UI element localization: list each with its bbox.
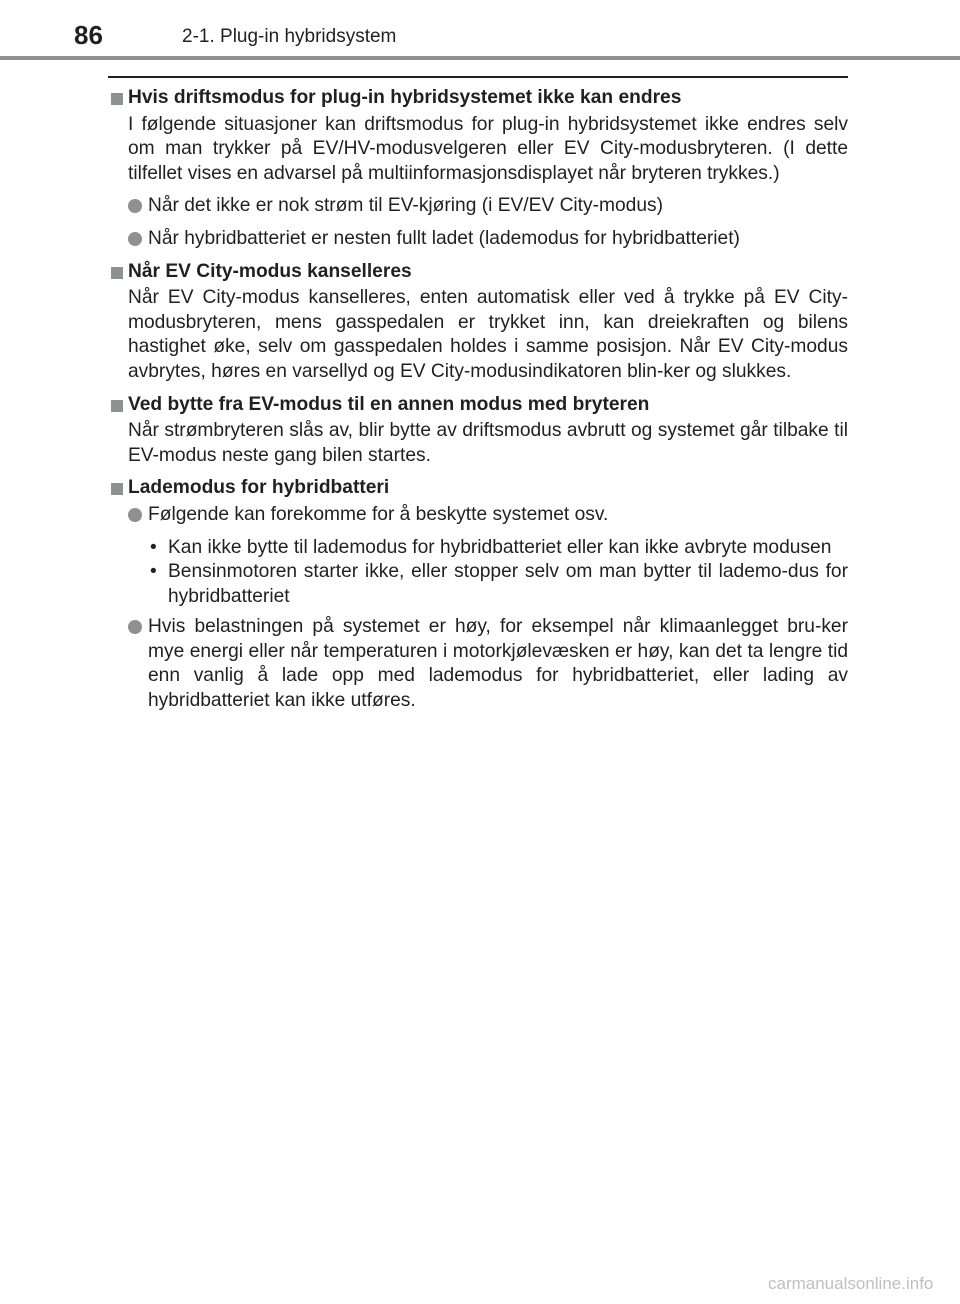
watermark: carmanualsonline.info: [768, 1274, 934, 1293]
list-item: [128, 227, 848, 252]
dot-bullet-icon: •: [150, 536, 157, 558]
circle-bullet-icon: [128, 508, 142, 522]
list-item: [128, 615, 848, 713]
section-heading: [108, 86, 848, 111]
section-paragraph: Når EV City-modus kanselleres, enten automatisk eller ved å trykke på EV City-modusbryteren, mens gasspedalen er trykket inn, kan dreiekraften og bilens hastighet øke, selv om gasspedalen holdes i samme posisjon. Når EV City-modus avbrytes, høres en varsellyd og EV City-modusindikatoren blin-ker og slukkes.: [128, 287, 848, 382]
list-item: [128, 503, 848, 528]
page-content: [108, 86, 848, 722]
section-heading: [108, 393, 848, 418]
square-bullet-icon: [111, 483, 123, 495]
section-block: [108, 393, 848, 469]
dot-bullet-icon: •: [150, 561, 157, 583]
list-item-text: Når det ikke er nok strøm til EV-kjøring (i EV/EV City-modus): [148, 195, 663, 217]
sub-list-item-text: Kan ikke bytte til lademodus for hybridbatteriet eller kan ikke avbryte modusen: [168, 536, 832, 558]
square-bullet-icon: [111, 267, 123, 279]
section-paragraph: I følgende situasjoner kan driftsmodus for plug-in hybridsystemet ikke endres selv om man trykker på EV/HV-modusvelgeren eller EV City-modusbryteren. (I dette tilfellet vises en advarsel på multiinformasjonsdisplayet når bryteren trykkes.): [128, 113, 848, 184]
content-divider: [108, 76, 848, 78]
section-block: [108, 86, 848, 252]
heading-text: Når EV City-modus kanselleres: [128, 260, 412, 282]
section-title: 2-1. Plug-in hybridsystem: [182, 26, 397, 47]
list-item: [128, 194, 848, 219]
section-paragraph: Når strømbryteren slås av, blir bytte av driftsmodus avbrutt og systemet går tilbake til EV-modus neste gang bilen startes.: [128, 420, 848, 466]
list-item-text: Følgende kan forekomme for å beskytte systemet osv.: [148, 503, 609, 525]
sub-list-item: [148, 536, 848, 561]
page-header: [0, 0, 960, 60]
heading-text: Hvis driftsmodus for plug-in hybridsystemet ikke kan endres: [128, 87, 682, 108]
header-rule: [0, 56, 960, 60]
square-bullet-icon: [111, 93, 123, 105]
heading-text: Lademodus for hybridbatteri: [128, 477, 390, 499]
sub-list: [148, 536, 848, 610]
section-block: [108, 476, 848, 713]
section-block: [108, 260, 848, 385]
sub-list-item-text: Bensinmotoren starter ikke, eller stopper selv om man bytter til lademo-dus for hybridbatteriet: [168, 561, 848, 607]
circle-bullet-icon: [128, 232, 142, 246]
page-number: 86: [74, 20, 103, 50]
list-item-text: Når hybridbatteriet er nesten fullt ladet (lademodus for hybridbatteriet): [148, 227, 740, 249]
section-heading: [108, 260, 848, 285]
square-bullet-icon: [111, 400, 123, 412]
circle-bullet-icon: [128, 199, 142, 213]
sub-list-item: [148, 560, 848, 609]
heading-text: Ved bytte fra EV-modus til en annen modus med bryteren: [128, 393, 650, 415]
list-item-text: Hvis belastningen på systemet er høy, for eksempel når klimaanlegget bru-ker mye energi eller når temperaturen i motorkjølevæsken er høy, kan det ta lengre tid enn vanlig å lade opp med lademodus for hybridbatteriet, eller lading av hybridbatteriet kan ikke utføres.: [148, 616, 848, 712]
section-heading: [108, 476, 848, 501]
circle-bullet-icon: [128, 620, 142, 634]
